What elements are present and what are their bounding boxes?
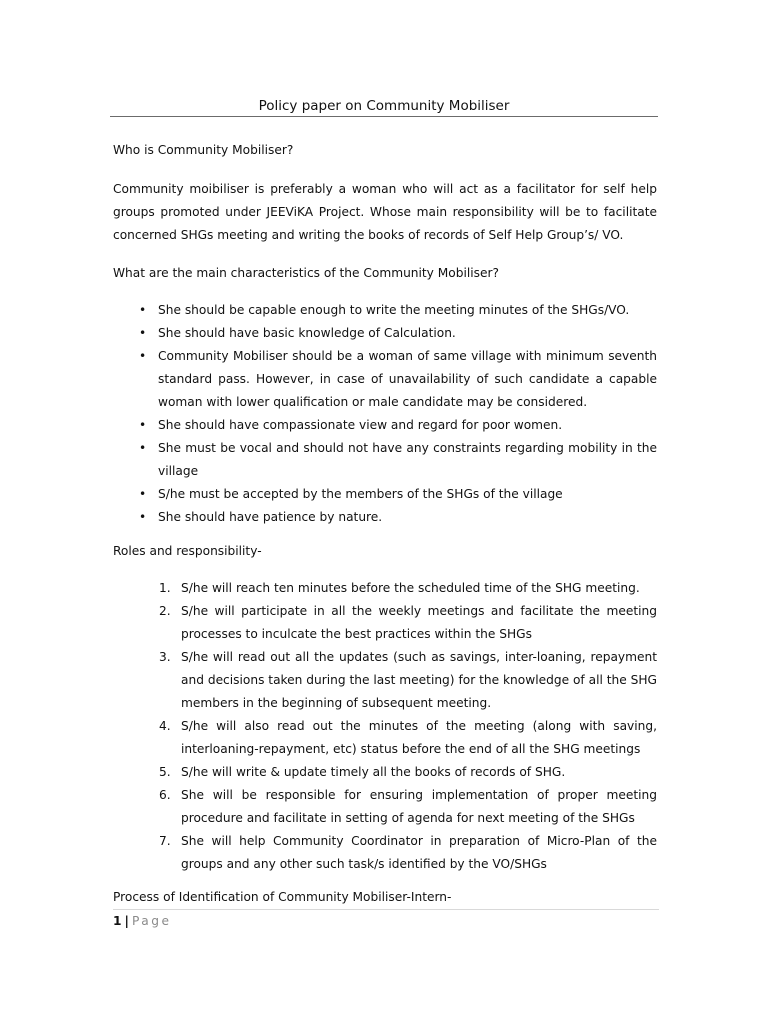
- list-item-number: 3.: [159, 650, 171, 664]
- list-item: [113, 577, 657, 600]
- list-item-text: She should have patience by nature.: [158, 510, 383, 524]
- list-item-number: 7.: [159, 834, 171, 848]
- list-item: [113, 784, 657, 830]
- list-item: [113, 345, 657, 414]
- section-heading-roles: Roles and responsibility-: [113, 544, 262, 558]
- page-number: 1: [113, 914, 122, 928]
- list-item-number: 6.: [159, 788, 171, 802]
- bullet-icon: •: [139, 441, 147, 455]
- list-item-number: 5.: [159, 765, 171, 779]
- bullet-icon: •: [139, 303, 147, 317]
- page-title: Policy paper on Community Mobiliser: [258, 98, 510, 114]
- footer-divider: [113, 909, 659, 910]
- document-body: [113, 139, 657, 909]
- bullet-icon: •: [139, 349, 147, 363]
- list-item-text: Community Mobiliser should be a woman of same village with minimum seventh standard pass. However, in case of unavailability of such candidate a capable woman with lower qualification or male candidate may be considered.: [158, 349, 657, 409]
- list-item-number: 4.: [159, 719, 171, 733]
- list-item: [113, 600, 657, 646]
- bullet-icon: •: [139, 487, 147, 501]
- list-item: [113, 483, 657, 506]
- spacer: [113, 876, 657, 886]
- roles-list: [113, 577, 657, 876]
- list-item-text: She will help Community Coordinator in preparation of Micro-Plan of the groups and any other such task/s identified by the VO/SHGs: [181, 834, 657, 871]
- bullet-icon: •: [139, 326, 147, 340]
- list-item-text: S/he will participate in all the weekly meetings and facilitate the meeting processes to inculcate the best practices within the SHGs: [181, 604, 657, 641]
- list-item-text: She should have basic knowledge of Calculation.: [158, 326, 456, 340]
- list-item: [113, 761, 657, 784]
- spacer: [113, 529, 657, 540]
- title-underline: [110, 116, 658, 117]
- section-text-who: Community moibiliser is preferably a woman who will act as a facilitator for self help groups promoted under JEEViKA Project. Whose main responsibility will be to facilitate concerned SHGs meeting and writing the books of records of Self Help Group’s/ VO.: [113, 182, 657, 242]
- list-item-text: She must be vocal and should not have any constraints regarding mobility in the village: [158, 441, 657, 478]
- list-item-text: S/he must be accepted by the members of the SHGs of the village: [158, 487, 563, 501]
- section-heading-who: Who is Community Mobiliser?: [113, 143, 294, 157]
- list-item-text: She should be capable enough to write the meeting minutes of the SHGs/VO.: [158, 303, 630, 317]
- list-item-text: S/he will reach ten minutes before the scheduled time of the SHG meeting.: [181, 581, 640, 595]
- spacer: [113, 563, 657, 577]
- list-item-text: S/he will also read out the minutes of the meeting (along with saving, interloaning-repayment, etc) status before the end of all the SHG meetings: [181, 719, 657, 756]
- list-item-number: 1.: [159, 581, 171, 595]
- list-item-text: She should have compassionate view and regard for poor women.: [158, 418, 563, 432]
- section-heading-characteristics: What are the main characteristics of the Community Mobiliser?: [113, 266, 499, 280]
- list-item: [113, 299, 657, 322]
- bullet-icon: •: [139, 510, 147, 524]
- section-heading-process: Process of Identification of Community Mobiliser-Intern-: [113, 890, 452, 904]
- list-item: [113, 646, 657, 715]
- page-label: Page: [131, 914, 172, 928]
- page-footer: [113, 912, 171, 930]
- list-item-number: 2.: [159, 604, 171, 618]
- list-item-text: S/he will read out all the updates (such as savings, inter-loaning, repayment and decisions taken during the last meeting) for the knowledge of all the SHG members in the beginning of subsequent meeting.: [181, 650, 657, 710]
- footer-separator: |: [124, 914, 129, 928]
- list-item: [113, 830, 657, 876]
- list-item: [113, 414, 657, 437]
- spacer: [113, 247, 657, 262]
- list-item: [113, 437, 657, 483]
- list-item-text: She will be responsible for ensuring implementation of proper meeting procedure and facilitate in setting of agenda for next meeting of the SHGs: [181, 788, 657, 825]
- spacer: [113, 285, 657, 299]
- spacer: [113, 162, 657, 178]
- list-item: [113, 506, 657, 529]
- list-item: [113, 715, 657, 761]
- bullet-icon: •: [139, 418, 147, 432]
- list-item: [113, 322, 657, 345]
- characteristics-list: [113, 299, 657, 529]
- list-item-text: S/he will write & update timely all the books of records of SHG.: [181, 765, 566, 779]
